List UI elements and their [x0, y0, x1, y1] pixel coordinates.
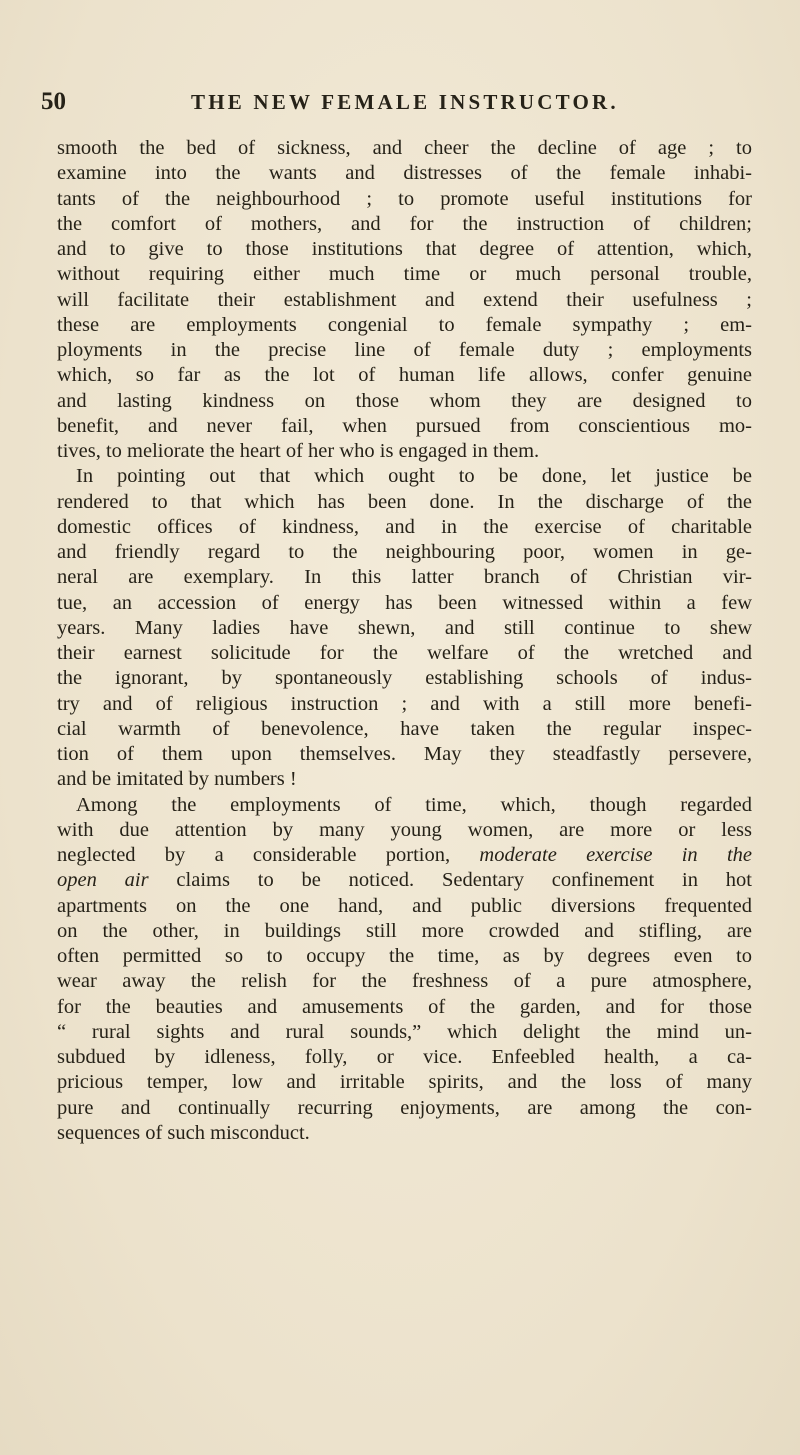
text-line: often permitted so to occupy the time, as by degrees even to: [57, 945, 752, 967]
text-line: and friendly regard to the neighbouring poor, women in ge-: [57, 541, 752, 563]
text-line: cial warmth of benevolence, have taken the regular inspec-: [57, 717, 752, 740]
text-line: [57, 868, 752, 893]
text-line: the comfort of mothers, and for the instruction of children;: [57, 212, 752, 235]
italic-phrase: open air: [57, 869, 149, 892]
text-line: tants of the neighbourhood ; to promote useful institutions for: [57, 187, 752, 210]
text-line: these are employments congenial to female sympathy ; em-: [57, 313, 752, 336]
text-line: the ignorant, by spontaneously establishing schools of indus-: [57, 667, 752, 690]
running-head: THE NEW FEMALE INSTRUCTOR.: [191, 90, 619, 114]
text-line: on the other, in buildings still more crowded and stifling, are: [57, 919, 752, 942]
text-line: and lasting kindness on those whom they are designed to: [57, 389, 752, 412]
text-line: without requiring either much time or much personal trouble,: [57, 263, 752, 286]
text-line: years. Many ladies have shewn, and still continue to shew: [57, 616, 752, 639]
text-line: pricious temper, low and irritable spirits, and the loss of many: [57, 1071, 752, 1094]
text-line: tue, an accession of energy has been witnessed within a few: [57, 591, 752, 614]
text-line: tives, to meliorate the heart of her who is engaged in them.: [57, 440, 540, 462]
text-line: subdued by idleness, folly, or vice. Enfeebled health, a ca-: [57, 1046, 752, 1068]
text-line: examine into the wants and distresses of the female inhabi-: [57, 162, 752, 185]
text-run: claims to be noticed. Sedentary confinement in hot: [176, 869, 752, 892]
text-line: smooth the bed of sickness, and cheer the decline of age ; to: [57, 137, 752, 159]
text-line: Among the employments of time, which, though regarded: [76, 793, 752, 816]
text-line: tion of them upon themselves. May they steadfastly persevere,: [57, 743, 752, 765]
text-line: neral are exemplary. In this latter branch of Christian vir-: [57, 566, 752, 589]
text-line: which, so far as the lot of human life allows, confer genuine: [57, 364, 752, 387]
text-line: “ rural sights and rural sounds,” which delight the mind un-: [57, 1020, 752, 1043]
text-line: their earnest solicitude for the welfare of the wretched and: [57, 642, 752, 664]
text-line: try and of religious instruction ; and with a still more benefi-: [57, 692, 752, 715]
text-line: and be imitated by numbers !: [57, 768, 297, 791]
text-line: and to give to those institutions that degree of attention, which,: [57, 238, 752, 260]
page-number: 50: [41, 88, 66, 115]
text-line: In pointing out that which ought to be done, let justice be: [76, 465, 752, 488]
text-line: will facilitate their establishment and extend their usefulness ;: [57, 288, 752, 311]
text-line: wear away the relish for the freshness of a pure atmosphere,: [57, 970, 752, 993]
italic-phrase: moderate exercise in the: [479, 844, 752, 866]
page-header: [41, 88, 761, 118]
text-line: with due attention by many young women, are more or less: [57, 818, 752, 841]
text-line: ployments in the precise line of female duty ; employments: [57, 339, 752, 361]
text-line: sequences of such misconduct.: [57, 1121, 310, 1144]
text-run: neglected by a considerable portion,: [57, 844, 451, 866]
text-line: pure and continually recurring enjoyments, are among the con-: [57, 1096, 752, 1119]
text-line: benefit, and never fail, when pursued from conscientious mo-: [57, 414, 752, 437]
text-line: apartments on the one hand, and public diversions frequented: [57, 894, 752, 917]
body-text: [57, 136, 752, 1146]
text-line: [57, 843, 752, 868]
text-line: domestic offices of kindness, and in the exercise of charitable: [57, 515, 752, 538]
text-line: rendered to that which has been done. In the discharge of the: [57, 490, 752, 513]
text-line: for the beauties and amusements of the garden, and for those: [57, 995, 752, 1018]
